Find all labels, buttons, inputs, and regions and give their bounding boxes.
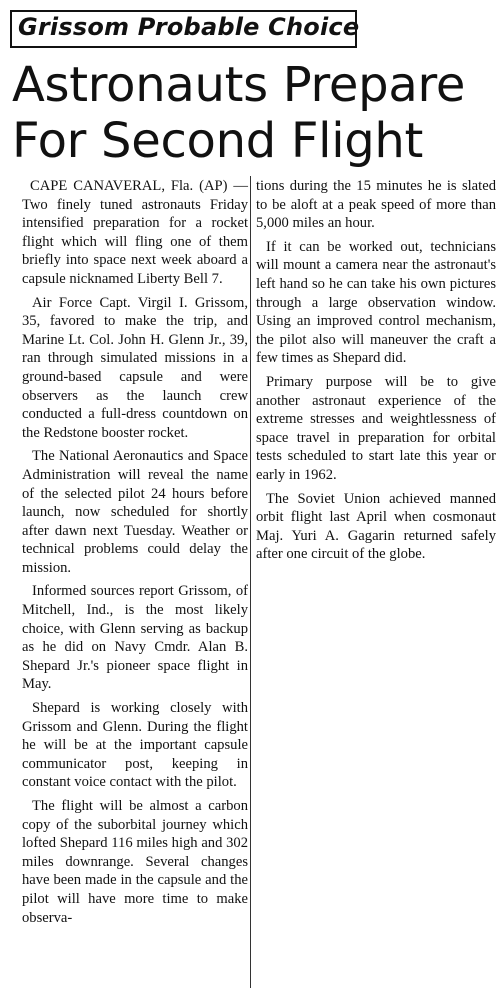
column-1: [22, 177, 248, 932]
column-rule: [250, 176, 251, 988]
paragraph: The National Aeronautics and Space Administration will reveal the name of the selected pilot 24 hours before launch, now scheduled for shortly after dawn next Tuesday. Weather or technical problems could delay the mission.: [22, 448, 248, 576]
headline-line-1: Astronauts Prepare: [12, 57, 466, 113]
paragraph: CAPE CANAVERAL, Fla. (AP) —Two finely tuned astronauts Friday intensified preparation for a rocket flight which will fling one of them briefly into space next week aboard a capsule nicknamed Liberty Bell 7.: [22, 178, 248, 287]
paragraph: Informed sources report Grissom, of Mitchell, Ind., is the most likely choice, with Glenn serving as backup as he did on Navy Cmdr. Alan B. Shepard Jr.'s pioneer space flight in May.: [22, 583, 248, 693]
paragraph: The flight will be almost a carbon copy of the suborbital journey which lofted Shepard 116 miles high and 302 miles downrange. Several changes have been made in the capsule and the pilot will have more time to make observa-: [22, 798, 248, 926]
paragraph: Primary purpose will be to give another astronaut experience of the extreme stresses and weightlessness of space travel in preparation for orbital tests scheduled to start late this year or early in 1962.: [256, 373, 496, 483]
paragraph: tions during the 15 minutes he is slated to be aloft at a peak speed of more than 5,000 miles an hour.: [256, 178, 496, 232]
paragraph: If it can be worked out, technicians will mount a camera near the astronaut's left hand so he can take his own pictures through a large observation window. Using an improved control mechanism, the pilot also will maneuver the craft a few times as Shepard did.: [256, 238, 496, 367]
headline-line-2: For Second Flight: [12, 113, 424, 169]
paragraph: Shepard is working closely with Grissom and Glenn. During the flight he will be at the important capsule communicator post, keeping in constant voice contact with the pilot.: [22, 700, 248, 791]
paragraph: The Soviet Union achieved manned orbit flight last April when cosmonaut Maj. Yuri A. Gagarin returned safely after one circuit of the globe.: [256, 490, 496, 563]
column-2: [256, 177, 496, 569]
paragraph: Air Force Capt. Virgil I. Grissom, 35, favored to make the trip, and Marine Lt. Col. John H. Glenn Jr., 39, ran through simulated missions in a ground-based capsule and were observers as the launch crew conducted a full-dress countdown on the Redstone booster rocket.: [22, 294, 248, 441]
kicker: Grissom Probable Choice: [18, 13, 360, 41]
